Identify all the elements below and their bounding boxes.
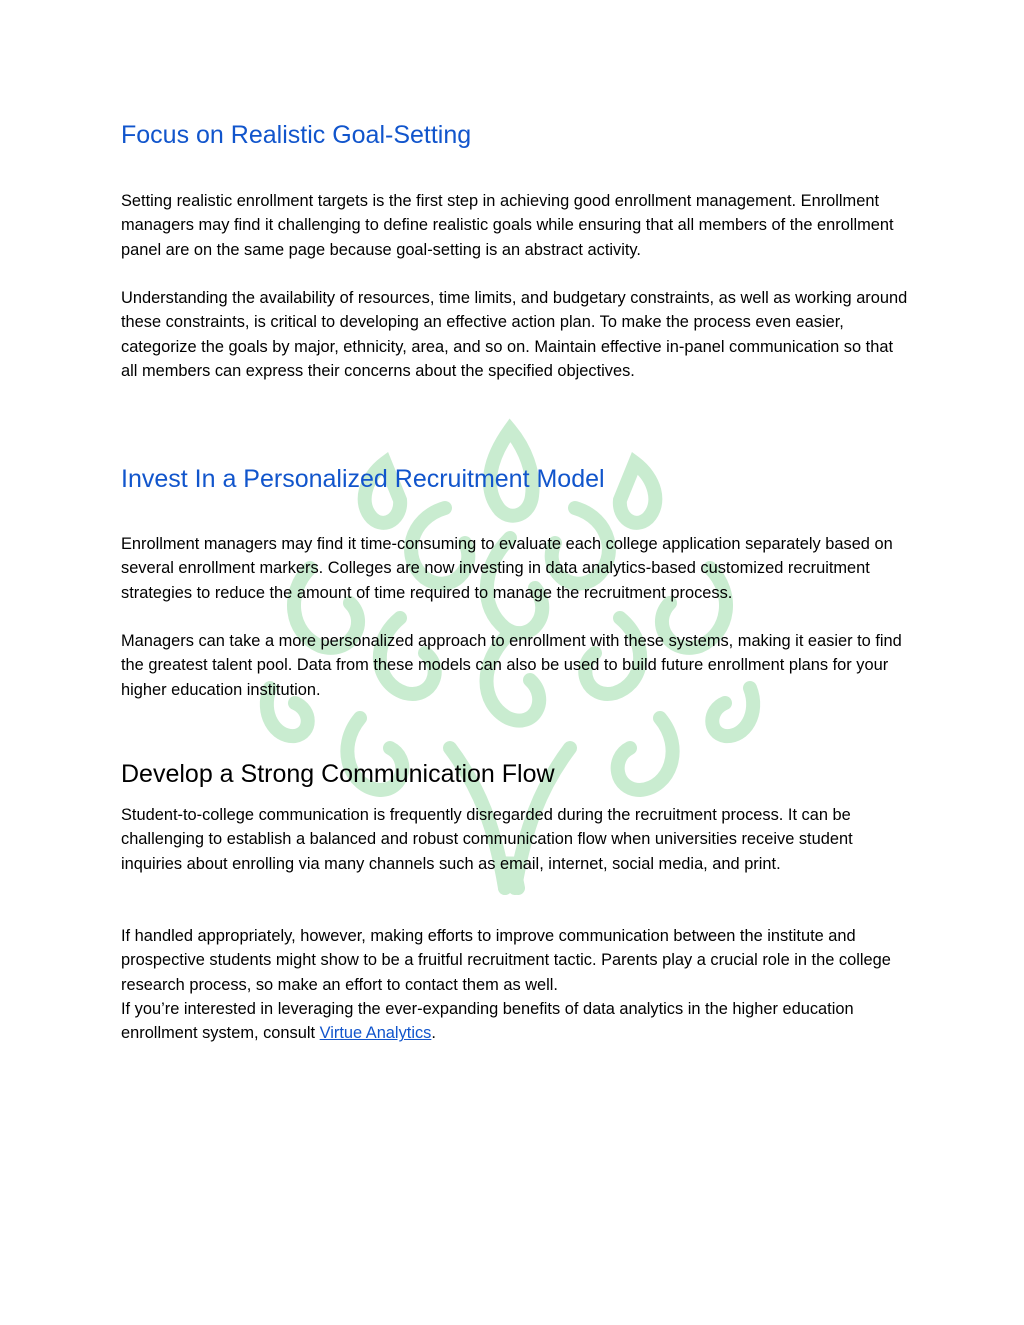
section-heading-communication-flow: Develop a Strong Communication Flow [121,760,555,788]
closing-period: . [431,1024,436,1043]
paragraph: Understanding the availability of resources, time limits, and budgetary constraints, as well as working around these constraints, is critical to developing an effective action plan. To make the process even easier, categorize the goals by major, ethnicity, area, and so on. Maintain effective in-panel communication so that all members can express their concerns about the specified objectives. [121,289,908,380]
paragraph: Student-to-college communication is frequently disregarded during the recruitment process. It can be challenging to establish a balanced and robust communication flow when universities receive student inquiries about enrolling via many channels such as email, internet, social media, and print. [121,806,853,873]
section-heading-goal-setting: Focus on Realistic Goal-Setting [121,121,472,149]
paragraph: Enrollment managers may find it time-consuming to evaluate each college application separately based on several enrollment markers. Colleges are now investing in data analytics-based customized recruitment strategies to reduce the amount of time required to manage the recruitment process. [121,535,893,602]
paragraph: Setting realistic enrollment targets is the first step in achieving good enrollment management. Enrollment managers may find it challenging to define realistic goals while ensuring that all members of the enrollment panel are on the same page because goal-setting is an abstract activity. [121,192,894,259]
closing-paragraph [121,997,911,1046]
paragraph: If handled appropriately, however, making efforts to improve communication between the institute and prospective students might show to be a fruitful recruitment tactic. Parents play a crucial role in the college research process, so make an effort to contact them as well. [121,927,891,994]
paragraph: Managers can take a more personalized approach to enrollment with these systems, making it easier to find the greatest talent pool. Data from these models can also be used to build future enrollment plans for your higher education institution. [121,632,902,699]
virtue-analytics-link[interactable]: Virtue Analytics [319,1024,432,1043]
section-heading-recruitment-model: Invest In a Personalized Recruitment Model [121,465,605,493]
closing-text: If you’re interested in leveraging the ever-expanding benefits of data analytics in the higher education enrollment system, consult [121,1000,854,1043]
